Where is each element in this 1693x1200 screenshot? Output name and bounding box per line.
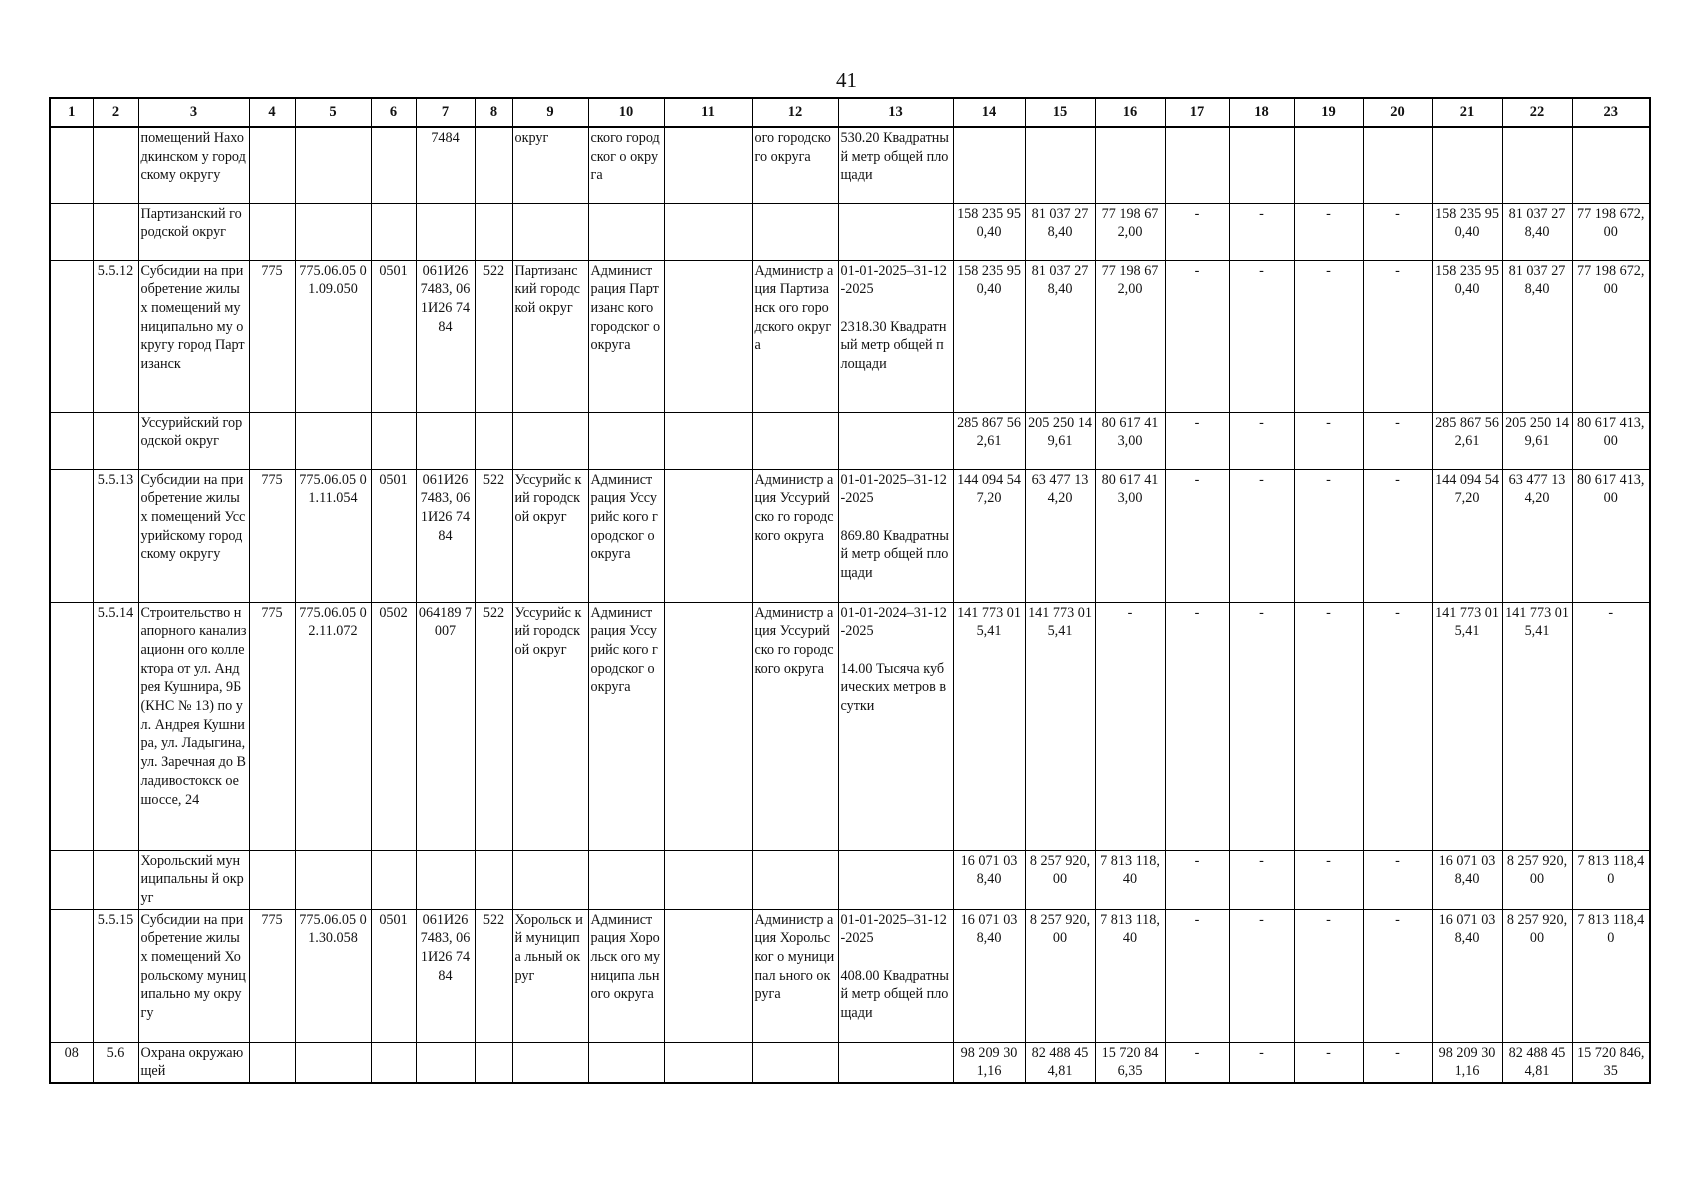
total-cell: 158 235 950,40 xyxy=(953,260,1025,412)
table-row xyxy=(50,602,1650,850)
col-header: 18 xyxy=(1229,98,1294,127)
total-cell: 158 235 950,40 xyxy=(953,203,1025,260)
col19-cell: - xyxy=(1294,260,1363,412)
executor-cell: Администр ация Хорольског о муниципал ьного округа xyxy=(752,909,838,1042)
col17-cell xyxy=(1165,127,1229,203)
grbs-cell xyxy=(249,127,295,203)
territory-cell: Хорольск ий муниципа льный округ xyxy=(512,909,588,1042)
col-header: 1 xyxy=(50,98,93,127)
executor-cell: Администр ация Партизанск ого городского округа xyxy=(752,260,838,412)
col20-cell: - xyxy=(1363,602,1432,850)
col21-cell: 98 209 301,16 xyxy=(1432,1042,1502,1083)
section-code-cell xyxy=(50,127,93,203)
recipient-cell: Админист рация Партизанс кого городског о округа xyxy=(588,260,664,412)
col18-cell: - xyxy=(1229,203,1294,260)
section-code-cell xyxy=(50,203,93,260)
recipient-cell: Админист рация Уссурийс кого городског о округа xyxy=(588,602,664,850)
section-code-cell: 08 xyxy=(50,1042,93,1083)
col11-cell xyxy=(664,469,752,602)
item-number-cell xyxy=(93,850,138,909)
col18-cell xyxy=(1229,127,1294,203)
total-cell: 141 773 015,41 xyxy=(953,602,1025,850)
section-code-cell xyxy=(50,850,93,909)
recipient-cell xyxy=(588,203,664,260)
col23-cell: 7 813 118,40 xyxy=(1572,909,1650,1042)
col19-cell: - xyxy=(1294,602,1363,850)
col-header: 10 xyxy=(588,98,664,127)
period-text: 01-01-2025–31-12-2025 xyxy=(840,471,947,507)
target-code-cell xyxy=(295,412,371,469)
col-header: 16 xyxy=(1095,98,1165,127)
period-result-cell xyxy=(838,469,953,602)
target-code-cell: 775.06.05 01.11.054 xyxy=(295,469,371,602)
section-cell xyxy=(371,127,416,203)
name-cell: Охрана окружающей xyxy=(138,1042,249,1083)
territory-cell xyxy=(512,850,588,909)
year1-cell: 82 488 454,81 xyxy=(1025,1042,1095,1083)
year2-cell: - xyxy=(1095,602,1165,850)
year2-cell: 15 720 846,35 xyxy=(1095,1042,1165,1083)
period-result-cell xyxy=(838,260,953,412)
col23-cell: 77 198 672,00 xyxy=(1572,203,1650,260)
col23-cell: - xyxy=(1572,602,1650,850)
territory-cell xyxy=(512,203,588,260)
page-number: 41 xyxy=(836,68,857,92)
budget-table xyxy=(49,97,1651,1084)
col22-cell: 8 257 920,00 xyxy=(1502,909,1572,1042)
territory-cell: Уссурийс кий городской округ xyxy=(512,469,588,602)
col18-cell: - xyxy=(1229,412,1294,469)
period-result-cell xyxy=(838,909,953,1042)
col-header: 9 xyxy=(512,98,588,127)
target-code-cell xyxy=(295,127,371,203)
item-number-cell: 5.5.12 xyxy=(93,260,138,412)
section-cell xyxy=(371,412,416,469)
recipient-cell xyxy=(588,1042,664,1083)
col23-cell: 7 813 118,40 xyxy=(1572,850,1650,909)
col17-cell: - xyxy=(1165,850,1229,909)
target-code-cell xyxy=(295,1042,371,1083)
csr-cell xyxy=(416,850,475,909)
col11-cell xyxy=(664,602,752,850)
executor-cell: ого городского округа xyxy=(752,127,838,203)
spacer xyxy=(841,299,951,318)
col22-cell: 81 037 278,40 xyxy=(1502,260,1572,412)
col21-cell: 144 094 547,20 xyxy=(1432,469,1502,602)
csr-cell xyxy=(416,412,475,469)
grbs-cell xyxy=(249,1042,295,1083)
section-code-cell xyxy=(50,909,93,1042)
year2-cell: 77 198 672,00 xyxy=(1095,203,1165,260)
vr-cell: 522 xyxy=(475,909,512,1042)
spacer xyxy=(841,641,951,660)
col-header: 20 xyxy=(1363,98,1432,127)
col23-cell: 80 617 413,00 xyxy=(1572,412,1650,469)
col19-cell: - xyxy=(1294,469,1363,602)
col21-cell: 141 773 015,41 xyxy=(1432,602,1502,850)
name-cell: Субсидии на приобретение жилых помещений Уссурийскому городскому округу xyxy=(138,469,249,602)
vr-cell: 522 xyxy=(475,602,512,850)
grbs-cell: 775 xyxy=(249,260,295,412)
result-text: 14.00 Тысяча кубических метров в сутки xyxy=(840,660,947,714)
total-cell: 98 209 301,16 xyxy=(953,1042,1025,1083)
territory-cell xyxy=(512,1042,588,1083)
col11-cell xyxy=(664,127,752,203)
vr-cell: 522 xyxy=(475,469,512,602)
territory-cell: Партизанс кий городской округ xyxy=(512,260,588,412)
column-number-row xyxy=(50,98,1650,127)
col-header: 8 xyxy=(475,98,512,127)
name-cell: Субсидии на приобретение жилых помещений Хорольскому муниципально му округу xyxy=(138,909,249,1042)
col18-cell: - xyxy=(1229,602,1294,850)
year1-cell: 8 257 920,00 xyxy=(1025,850,1095,909)
vr-cell: 522 xyxy=(475,260,512,412)
name-cell: Субсидии на приобретение жилых помещений муниципально му округу город Партизанск xyxy=(138,260,249,412)
col23-cell: 80 617 413,00 xyxy=(1572,469,1650,602)
grbs-cell xyxy=(249,850,295,909)
vr-cell xyxy=(475,127,512,203)
col20-cell: - xyxy=(1363,850,1432,909)
period-result-cell xyxy=(838,412,953,469)
grbs-cell xyxy=(249,412,295,469)
grbs-cell: 775 xyxy=(249,602,295,850)
total-cell: 16 071 038,40 xyxy=(953,909,1025,1042)
executor-cell: Администр ация Уссурийско го городского округа xyxy=(752,469,838,602)
table-row xyxy=(50,412,1650,469)
col22-cell: 141 773 015,41 xyxy=(1502,602,1572,850)
col18-cell: - xyxy=(1229,850,1294,909)
recipient-cell xyxy=(588,850,664,909)
section-code-cell xyxy=(50,602,93,850)
col17-cell: - xyxy=(1165,1042,1229,1083)
spacer xyxy=(841,508,951,527)
name-cell: Уссурийский городской округ xyxy=(138,412,249,469)
item-number-cell: 5.5.15 xyxy=(93,909,138,1042)
total-cell: 16 071 038,40 xyxy=(953,850,1025,909)
recipient-cell xyxy=(588,412,664,469)
table-row xyxy=(50,127,1650,203)
col-header: 4 xyxy=(249,98,295,127)
col20-cell xyxy=(1363,127,1432,203)
col-header: 21 xyxy=(1432,98,1502,127)
col20-cell: - xyxy=(1363,260,1432,412)
executor-cell xyxy=(752,1042,838,1083)
name-cell: Хорольский муниципальны й округ xyxy=(138,850,249,909)
table-row xyxy=(50,909,1650,1042)
col21-cell: 285 867 562,61 xyxy=(1432,412,1502,469)
section-cell xyxy=(371,1042,416,1083)
name-cell: Строительство напорного канализационн ого коллектора от ул. Андрея Кушнира, 9Б(КНС № 13) по ул. Андрея Кушнира, ул. Ладыгина,ул. Заречная до Владивостокск ое шоссе, 24 xyxy=(138,602,249,850)
col17-cell: - xyxy=(1165,469,1229,602)
col18-cell: - xyxy=(1229,260,1294,412)
col17-cell: - xyxy=(1165,260,1229,412)
territory-cell: Уссурийс кий городской округ xyxy=(512,602,588,850)
table-row xyxy=(50,469,1650,602)
total-cell: 285 867 562,61 xyxy=(953,412,1025,469)
col23-cell: 77 198 672,00 xyxy=(1572,260,1650,412)
col22-cell: 205 250 149,61 xyxy=(1502,412,1572,469)
section-code-cell xyxy=(50,469,93,602)
period-text: 530.20 Квадратный метр общей площади xyxy=(840,130,949,184)
col18-cell: - xyxy=(1229,469,1294,602)
vr-cell xyxy=(475,850,512,909)
year2-cell: 77 198 672,00 xyxy=(1095,260,1165,412)
col19-cell: - xyxy=(1294,1042,1363,1083)
year2-cell: 7 813 118,40 xyxy=(1095,850,1165,909)
target-code-cell: 775.06.05 01.09.050 xyxy=(295,260,371,412)
col11-cell xyxy=(664,260,752,412)
col11-cell xyxy=(664,203,752,260)
table-row xyxy=(50,203,1650,260)
col-header: 23 xyxy=(1572,98,1650,127)
col-header: 2 xyxy=(93,98,138,127)
col19-cell: - xyxy=(1294,203,1363,260)
vr-cell xyxy=(475,1042,512,1083)
csr-cell: 061И26 7483, 061И26 7484 xyxy=(416,260,475,412)
result-text: 869.80 Квадратный метр общей площади xyxy=(840,527,949,581)
result-text: 408.00 Квадратный метр общей площади xyxy=(840,967,949,1022)
executor-cell xyxy=(752,850,838,909)
col17-cell: - xyxy=(1165,203,1229,260)
period-result-cell xyxy=(838,203,953,260)
total-cell xyxy=(953,127,1025,203)
year2-cell xyxy=(1095,127,1165,203)
col-header: 14 xyxy=(953,98,1025,127)
territory-cell xyxy=(512,412,588,469)
executor-cell xyxy=(752,412,838,469)
recipient-cell: Админист рация Уссурийс кого городског о округа xyxy=(588,469,664,602)
section-cell xyxy=(371,203,416,260)
col17-cell: - xyxy=(1165,602,1229,850)
section-cell: 0502 xyxy=(371,602,416,850)
col-header: 15 xyxy=(1025,98,1095,127)
col19-cell: - xyxy=(1294,412,1363,469)
period-text: 01-01-2024–31-12-2025 xyxy=(840,604,947,640)
year1-cell: 205 250 149,61 xyxy=(1025,412,1095,469)
year1-cell xyxy=(1025,127,1095,203)
col-header: 17 xyxy=(1165,98,1229,127)
item-number-cell: 5.5.14 xyxy=(93,602,138,850)
section-code-cell xyxy=(50,260,93,412)
period-result-cell xyxy=(838,127,953,203)
grbs-cell xyxy=(249,203,295,260)
col11-cell xyxy=(664,850,752,909)
col22-cell xyxy=(1502,127,1572,203)
table-row xyxy=(50,1042,1650,1083)
section-cell: 0501 xyxy=(371,260,416,412)
year1-cell: 8 257 920,00 xyxy=(1025,909,1095,1042)
year1-cell: 81 037 278,40 xyxy=(1025,203,1095,260)
col22-cell: 63 477 134,20 xyxy=(1502,469,1572,602)
col18-cell: - xyxy=(1229,1042,1294,1083)
col19-cell xyxy=(1294,127,1363,203)
col20-cell: - xyxy=(1363,412,1432,469)
col11-cell xyxy=(664,1042,752,1083)
period-result-cell xyxy=(838,602,953,850)
name-cell: Партизанский городской округ xyxy=(138,203,249,260)
col11-cell xyxy=(664,909,752,1042)
territory-cell: округ xyxy=(512,127,588,203)
col22-cell: 82 488 454,81 xyxy=(1502,1042,1572,1083)
col-header: 3 xyxy=(138,98,249,127)
spacer xyxy=(841,948,951,967)
period-text: 01-01-2025–31-12-2025 xyxy=(840,911,947,947)
col17-cell: - xyxy=(1165,412,1229,469)
col22-cell: 81 037 278,40 xyxy=(1502,203,1572,260)
col21-cell: 16 071 038,40 xyxy=(1432,909,1502,1042)
col-header: 22 xyxy=(1502,98,1572,127)
col20-cell: - xyxy=(1363,203,1432,260)
col-header: 7 xyxy=(416,98,475,127)
col21-cell: 16 071 038,40 xyxy=(1432,850,1502,909)
col-header: 5 xyxy=(295,98,371,127)
col-header: 6 xyxy=(371,98,416,127)
name-cell: помещений Находкинском у городскому округу xyxy=(138,127,249,203)
year1-cell: 63 477 134,20 xyxy=(1025,469,1095,602)
executor-cell xyxy=(752,203,838,260)
year2-cell: 80 617 413,00 xyxy=(1095,412,1165,469)
item-number-cell xyxy=(93,412,138,469)
total-cell: 144 094 547,20 xyxy=(953,469,1025,602)
col-header: 19 xyxy=(1294,98,1363,127)
year1-cell: 81 037 278,40 xyxy=(1025,260,1095,412)
csr-cell: 061И26 7483, 061И26 7484 xyxy=(416,909,475,1042)
section-cell xyxy=(371,850,416,909)
col21-cell: 158 235 950,40 xyxy=(1432,260,1502,412)
target-code-cell xyxy=(295,850,371,909)
vr-cell xyxy=(475,412,512,469)
col23-cell xyxy=(1572,127,1650,203)
col17-cell: - xyxy=(1165,909,1229,1042)
csr-cell: 061И26 7483, 061И26 7484 xyxy=(416,469,475,602)
section-code-cell xyxy=(50,412,93,469)
period-result-cell xyxy=(838,1042,953,1083)
csr-cell: 064189 7007 xyxy=(416,602,475,850)
result-text: 2318.30 Квадратный метр общей площади xyxy=(840,318,947,372)
period-result-cell xyxy=(838,850,953,909)
section-cell: 0501 xyxy=(371,909,416,1042)
vr-cell xyxy=(475,203,512,260)
col19-cell: - xyxy=(1294,850,1363,909)
col21-cell: 158 235 950,40 xyxy=(1432,203,1502,260)
grbs-cell: 775 xyxy=(249,909,295,1042)
col20-cell: - xyxy=(1363,469,1432,602)
period-text: 01-01-2025–31-12-2025 xyxy=(840,262,947,298)
section-cell: 0501 xyxy=(371,469,416,602)
col22-cell: 8 257 920,00 xyxy=(1502,850,1572,909)
col23-cell: 15 720 846,35 xyxy=(1572,1042,1650,1083)
item-number-cell xyxy=(93,203,138,260)
col-header: 13 xyxy=(838,98,953,127)
item-number-cell: 5.5.13 xyxy=(93,469,138,602)
target-code-cell: 775.06.05 01.30.058 xyxy=(295,909,371,1042)
recipient-cell: Админист рация Хорольск ого муниципа льного округа xyxy=(588,909,664,1042)
csr-cell: 7484 xyxy=(416,127,475,203)
target-code-cell: 775.06.05 02.11.072 xyxy=(295,602,371,850)
target-code-cell xyxy=(295,203,371,260)
col19-cell: - xyxy=(1294,909,1363,1042)
col11-cell xyxy=(664,412,752,469)
csr-cell xyxy=(416,1042,475,1083)
recipient-cell: ского городског о округа xyxy=(588,127,664,203)
item-number-cell xyxy=(93,127,138,203)
col-header: 11 xyxy=(664,98,752,127)
csr-cell xyxy=(416,203,475,260)
col20-cell: - xyxy=(1363,909,1432,1042)
year2-cell: 80 617 413,00 xyxy=(1095,469,1165,602)
table-row xyxy=(50,260,1650,412)
table-row xyxy=(50,850,1650,909)
year1-cell: 141 773 015,41 xyxy=(1025,602,1095,850)
col18-cell: - xyxy=(1229,909,1294,1042)
col21-cell xyxy=(1432,127,1502,203)
col-header: 12 xyxy=(752,98,838,127)
executor-cell: Администр ация Уссурийско го городского округа xyxy=(752,602,838,850)
year2-cell: 7 813 118,40 xyxy=(1095,909,1165,1042)
grbs-cell: 775 xyxy=(249,469,295,602)
item-number-cell: 5.6 xyxy=(93,1042,138,1083)
col20-cell: - xyxy=(1363,1042,1432,1083)
